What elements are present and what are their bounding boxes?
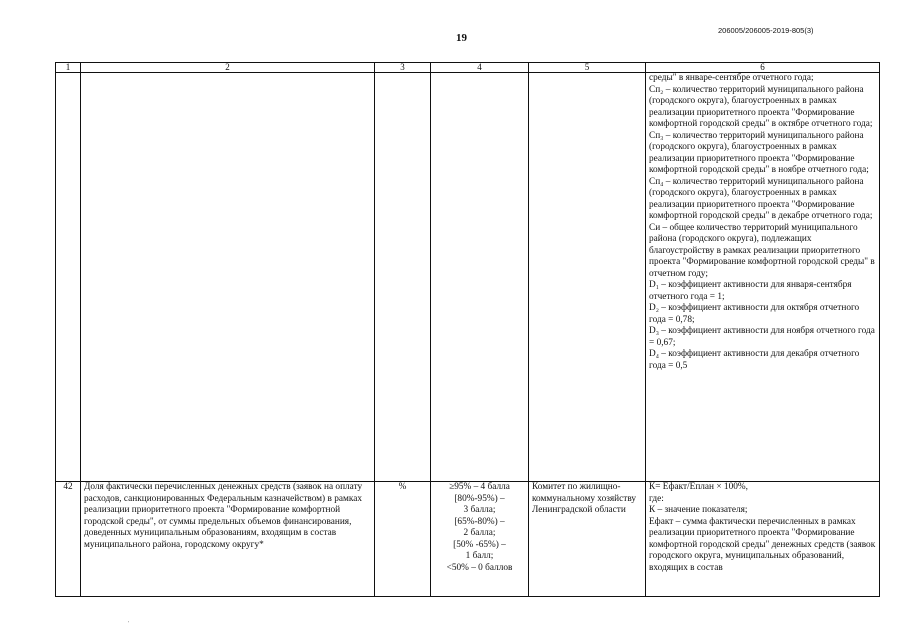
continuation-responsible-cell xyxy=(529,73,646,482)
header-cell: 1 xyxy=(56,63,81,73)
header-cell: 2 xyxy=(81,63,375,73)
indicator-name-cell: Доля фактически перечисленных денежных средств (заявок на оплату расходов, санкционированных Федеральным казначейством) в рамках реализации приоритетного проекта "Формирование комфортной городской среды", от суммы предельных объемов финансирования, доведенных муниципальным образованиям, входящим в состав муниципального района, городскому округу* xyxy=(81,482,375,597)
responsible-cell: Комитет по жилищно-коммунальному хозяйству Ленинградской области xyxy=(529,482,646,597)
scan-speck: ' xyxy=(128,621,130,627)
continuation-num-cell xyxy=(56,73,81,482)
page-number: 19 xyxy=(456,32,467,44)
formula-cell: К= Ефакт/Еплан × 100%, где: К – значение показателя; Ефакт – сумма фактически перечисленных в рамках реализации приоритетного проекта "Формирование комфортной городской среды" денежных средств (заявок городского округа, муниципальных образований, входящих в состав xyxy=(646,482,880,597)
header-cell: 5 xyxy=(529,63,646,73)
header-cell: 4 xyxy=(431,63,529,73)
continuation-indicator-cell xyxy=(81,73,375,482)
continuation-unit-cell xyxy=(375,73,431,482)
scoring-cell: ≥95% – 4 балла [80%-95%) – 3 балла; [65%-80%) – 2 балла; [50% -65%) – 1 балл; <50% – 0 баллов xyxy=(431,482,529,597)
continuation-scoring-cell xyxy=(431,73,529,482)
header-cell: 6 xyxy=(646,63,880,73)
row-number-cell: 42 xyxy=(56,482,81,597)
table-row-42 xyxy=(56,482,880,597)
header-cell: 3 xyxy=(375,63,431,73)
table-header-row xyxy=(56,63,880,73)
document-code: 206005/206005-2019-805(3) xyxy=(718,26,814,35)
table-row-continuation xyxy=(56,73,880,482)
continuation-formula-cell: среды" в январе-сентябре отчетного года; Сп₂ – количество территорий муниципального района (городского округа), благоустроенных в рамках реализации приоритетного проекта "Формирование комфортной городской среды" в октябре отчетного года; Сп₃ – количество территорий муниципального района (городского округа), благоустроенных в рамках реализации приоритетного проекта "Формирование комфортной городской среды" в ноябре отчетного года; Сп₄ – количество территорий муниципального района (городского округа), благоустроенных в рамках реализации приоритетного проекта "Формирование комфортной городской среды" в декабре отчетного года; Си – общее количество территорий муниципального района (городского округа), подлежащих благоустройству в рамках реализации приоритетного проекта "Формирование комфортной городской среды" в отчетном году; D₁ – коэффициент активности для января-сентября отчетного года = 1; D₂ – коэффициент активности для октября отчетного года = 0,78; D₃ – коэффициент активности для ноября отчетного года = 0,67; D₄ – коэффициент активности для декабря отчетного года = 0,5 xyxy=(646,73,880,482)
indicator-table xyxy=(55,62,879,598)
unit-cell: % xyxy=(375,482,431,597)
